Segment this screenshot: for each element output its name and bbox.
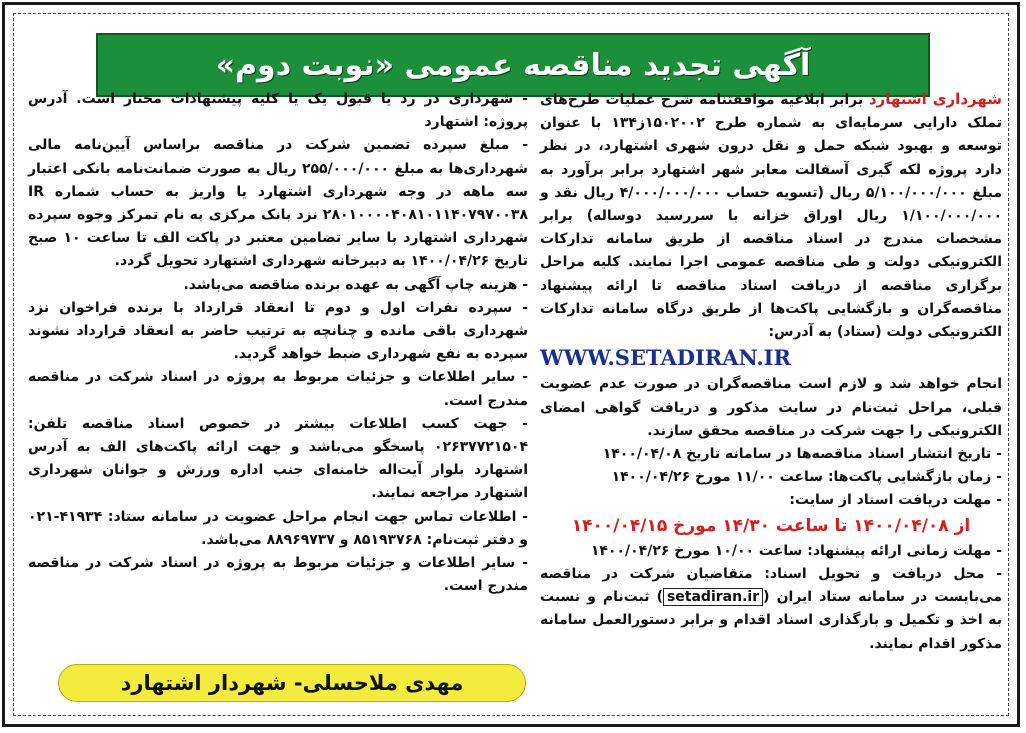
url-paragraph (540, 344, 1002, 373)
other-info-clause-2: - سایر اطلاعات و جزئیات مربوط به پروژه در اسناد شرکت در مناقصه مندرج است. (28, 555, 528, 595)
contact-phone-clause: - جهت کسب اطلاعات بیشتر در خصوص اسناد مناقصه تلفن: ۰۲۶۳۷۷۲۱۵۰۴ پاسخگو می‌باشد و جهت ارائه پاکت‌های الف به آدرس اشتهارد بلوار آیت‌اله خامنه‌ای جنب اداره ورزش و جوانان شهرداری اشتهارد مراجعه نمایند. (28, 415, 528, 502)
ad-cost-clause: - هزینه چاپ آگهی به عهده برنده مناقصه می‌باشد. (183, 276, 528, 293)
rejection-clause: - شهرداری در رد یا قبول یک یا کلیه پیشنهادات مختار است. آدرس پروژه: اشتهارد (28, 91, 528, 131)
registration-paragraph (540, 373, 1002, 443)
mayor-signature (58, 664, 526, 702)
setad-url: WWW.SETADIRAN.IR (540, 345, 791, 371)
bid-deadline: - مهلت زمانی ارائه پیشنهاد: ساعت ۱۰/۰۰ مورخ ۱۴۰۰/۰۴/۲۶ (590, 542, 1002, 559)
opening-time: - زمان بازگشایی پاکت‌ها: ساعت ۱۱/۰۰ مورخ ۱۴۰۰/۰۴/۲۶ (611, 469, 1002, 486)
municipality-lead: شهرداری اشتهارد (868, 90, 1003, 108)
submission-text-b: ) ثبت‌نام و نسبت به اخذ و تکمیل و بارگذاری اسناد اقدام و برابر دستورالعمل سامانه مذکور اقدام نمایند. (540, 589, 1002, 652)
mayor-name: مهدی ملاحسلی- شهردار اشتهارد (120, 671, 464, 695)
setad-site-box: setadiran.ir (663, 588, 763, 606)
download-deadline-label: - مهلت دریافت اسناد از سایت: (789, 492, 1002, 509)
publish-date: - تاریخ انتشار اسناد مناقصه‌ها در سامانه تاریخ ۱۴۰۰/۰۴/۰۸ (602, 446, 1002, 463)
ad-title: آگهی تجدید مناقصه عمومی «نوبت دوم» (215, 47, 811, 83)
other-info-clause: - سایر اطلاعات و جزئیات مربوط به پروژه در اسناد شرکت در مناقصه مندرج است. (28, 369, 528, 409)
winner-deposit-clause: - سپرده نفرات اول و دوم تا انعقاد قرارداد با برنده فراخوان نزد شهرداری باقی مانده و چنانچه به ترتیب حاضر به انعقاد قرارداد نشوند سپرده به نفع شهرداری ضبط خواهد گردید. (28, 299, 528, 363)
intro-paragraph (540, 88, 1002, 344)
deposit-clause: - مبلغ سپرده تضمین شرکت در مناقصه براساس آیین‌نامه مالی شهرداری‌ها به مبلغ ۲۵۵/۰۰۰/۰۰۰ ریال به صورت ضمانت‌نامه بانکی اعتبار سه ماهه در وجه شهرداری اشتهارد یا واریز به حساب شماره IR ۲۸۰۱۰۰۰۰۴۰۸۱۰۱۱۴۰۷۹۷۰۰۳۸ نزد بانک مرکزی به نام تمرکز وجوه سپرده شهرداری اشتهارد با سایر تضامین معتبر در پاکت الف تا ساعت ۱۰ صبح تاریخ ۱۴۰۰/۰۴/۲۶ به دبیرخانه شهرداری اشتهارد تحویل گردد. (28, 137, 529, 270)
registration-text: انجام خواهد شد و لازم است مناقصه‌گران در صورت عدم عضویت قبلی، مراحل ثبت‌نام در سایت مذکور و دریافت گواهی امضای الکترونیکی را جهت شرکت در مناقصه محقق سازند. (540, 376, 1002, 439)
submission-text-a: - محل دریافت و تحویل اسناد: متقاضیان شرکت در مناقصه می‌بایست در سامانه ستاد ایران ( (540, 566, 1002, 606)
download-deadline-range: از ۱۴۰۰/۰۴/۰۸ تا ساعت ۱۴/۳۰ مورخ ۱۴۰۰/۰۴/۱۵ (571, 515, 971, 536)
left-column (28, 88, 528, 598)
intro-text: برابر ابلاغیه موافقتنامه شرح عملیات طرح‌های تملک دارایی سرمایه‌ای به شماره طرح ۱۵۰۲۰۰۲ز۱۳۴ با عنوان توسعه و بهبود شبکه حمل و نقل درون شهری اشتهارد، در نظر دارد پروژه لکه گیری آسفالت معابر شهر اشتهارد برابر برآورد به مبلغ ۵/۱۰۰/۰۰۰/۰۰۰ ریال (تسویه حساب ۴/۰۰۰/۰۰۰/۰۰۰ ریال نقد و ۱/۱۰۰/۰۰۰/۰۰۰ ریال اوراق خزانه با سررسید دوساله) برابر مشخصات مندرج در اسناد مناقصه از طریق سامانه تدارکات الکترونیکی دولت و طی مناقصه عمومی اجرا نمایند. کلیه مراحل برگزاری مناقصه از دریافت اسناد مناقصه تا ارائه پیشنهاد مناقصه‌گران و بازگشایی پاکت‌ها از طریق درگاه سامانه تدارکات الکترونیکی دولت (ستاد) به آدرس: (540, 92, 1002, 341)
setad-contact-clause: - اطلاعات تماس جهت انجام مراحل عضویت در سامانه ستاد: ۴۱۹۳۴-۰۲۱ و دفتر ثبت‌نام: ۸۵۱۹۳۷۶۸ و ۸۸۹۶۹۷۳۷ می‌باشد. (28, 508, 528, 548)
right-column (540, 88, 1002, 656)
submission-place (540, 563, 1002, 656)
